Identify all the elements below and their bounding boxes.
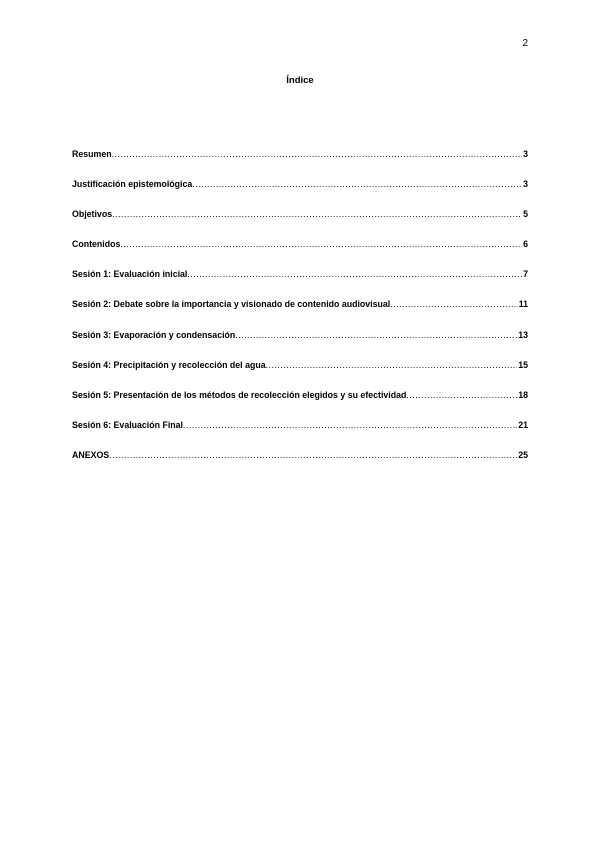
toc-dot-leader (112, 149, 522, 159)
toc-entry-page: 7 (523, 269, 528, 280)
toc-entry-sesion-5[interactable] (72, 390, 528, 420)
toc-dot-leader (109, 450, 517, 460)
toc-entry-label: Resumen (72, 149, 112, 159)
toc-entry-label: Sesión 3: Evaporación y condensación (72, 329, 236, 340)
toc-entry-label: Justificación epistemológica (72, 179, 193, 190)
toc-entry-objetivos[interactable] (72, 209, 528, 239)
toc-entry-page: 13 (518, 329, 528, 340)
toc-entry-page: 11 (518, 299, 528, 310)
toc-dot-leader (235, 330, 517, 340)
toc-entry-page: 15 (518, 359, 528, 370)
toc-entry-justificacion[interactable] (72, 179, 528, 209)
toc-entry-sesion-1[interactable] (72, 269, 528, 299)
toc-entry-label: Sesión 1: Evaluación inicial (72, 269, 188, 280)
toc-entry-contenidos[interactable] (72, 239, 528, 269)
toc-dot-leader (266, 360, 518, 370)
toc-entry-label: Sesión 2: Debate sobre la importancia y visionado de contenido audiovisual (72, 299, 391, 310)
toc-entry-sesion-2[interactable] (72, 299, 528, 329)
toc-entry-page: 3 (523, 179, 528, 190)
toc-dot-leader (120, 239, 522, 249)
toc-entry-page: 25 (518, 449, 528, 460)
toc-entry-resumen[interactable] (72, 149, 528, 179)
toc-entry-sesion-4[interactable] (72, 360, 528, 390)
toc-dot-leader (187, 269, 522, 279)
toc-dot-leader (406, 390, 517, 400)
toc-entry-anexos[interactable] (72, 450, 528, 480)
toc-entry-sesion-6[interactable] (72, 420, 528, 450)
toc-entry-label: Sesión 6: Evaluación Final (72, 419, 183, 430)
toc-entry-label: ANEXOS (72, 449, 110, 460)
toc-entry-page: 21 (518, 419, 528, 430)
toc-entry-label: Contenidos (72, 239, 121, 250)
toc-entry-sesion-3[interactable] (72, 330, 528, 360)
toc-entry-page: 18 (518, 389, 528, 400)
toc-entry-page: 6 (523, 239, 528, 250)
toc-dot-leader (192, 179, 522, 189)
toc-entry-label: Sesión 4: Precipitación y recolección del agua (72, 359, 266, 370)
toc-dot-leader (183, 420, 517, 430)
toc-dot-leader (390, 299, 517, 309)
toc-entry-page: 5 (523, 209, 528, 220)
table-of-contents (72, 149, 528, 480)
toc-dot-leader (112, 209, 522, 219)
page-title: Índice (286, 75, 314, 86)
toc-entry-page: 3 (523, 149, 528, 159)
toc-entry-label: Objetivos (72, 209, 113, 220)
page-number: 2 (522, 38, 528, 49)
toc-entry-label: Sesión 5: Presentación de los métodos de recolección elegidos y su efectividad (72, 389, 407, 400)
